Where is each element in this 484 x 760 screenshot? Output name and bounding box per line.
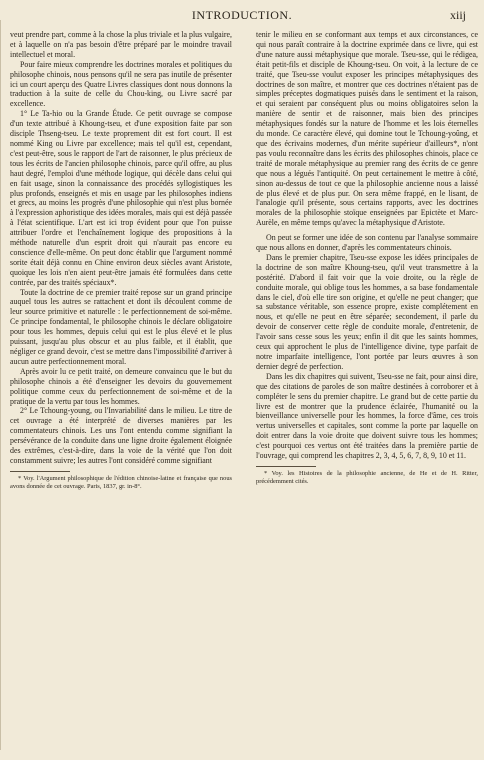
paragraph: Pour faire mieux comprendre les doctrines morales et politiques du philosophe chinois, nous pensons qu'il ne sera pas inutile de présenter ici un court aperçu des Quatre Livres classiques dont nous donnons la traduction à la suite de celle du Chou-king, ou Livre sacré par excellence. — [10, 59, 232, 109]
left-column — [10, 30, 232, 490]
page-header — [0, 8, 484, 24]
footnote-divider — [256, 466, 316, 467]
running-head: INTRODUCTION. — [191, 8, 293, 22]
page-edge — [0, 20, 5, 750]
paragraph: Dans les dix chapitres qui suivent, Tseu-sse ne fait, pour ainsi dire, que des citations de paroles de son maître destinées à corroborer et à compléter le sens du premier chapitre. Le grand but de cette partie du livre est de montrer que la prudence éclairée, l'humanité ou la bienveillance universelle pour les hommes, la force d'âme, ces trois vertus universelles et capitales, sont comme la porte par laquelle on doit entrer dans la voie droite que doivent suivre tous les hommes; c'est pourquoi ces vertus ont été traitées dans la première partie de l'ouvrage, qui comprend les chapitres 2, 3, 4, 5, 6, 7, 8, 9, 10 et 11. — [256, 371, 478, 461]
page-number: xiij — [449, 8, 466, 22]
paragraph: On peut se former une idée de son contenu par l'analyse sommaire que nous allons en donner, d'après les commentateurs chinois. — [256, 233, 478, 253]
footnote: * Voy. l'Argument philosophique de l'édition chinoise-latine et française que nous avons donnée de cet ouvrage. Paris, 1837, gr. in-8°. — [10, 474, 232, 490]
paragraph: Après avoir lu ce petit traité, on demeure convaincu que le but du philosophe chinois a été d'enseigner les devoirs du gouvernement politique comme ceux du perfectionnement de soi-même et de la pratique de la vertu par tous les hommes. — [10, 366, 232, 406]
footnote-divider — [10, 471, 70, 472]
paragraph: tenir le milieu en se conformant aux temps et aux circonstances, ce qui nous paraît contraire à la doctrine exprimée dans ce livre, qui est d'une nature aussi métaphysique que morale. Tseu-sse, qui le rédigea, était petit-fils et disciple de Khoung-tseu. On voit, à la lecture de ce traité, que Tseu-sse voulut exposer les principes métaphysiques des doctrines de son maître, et montrer que ces doctrines n'étaient pas de simples préceptes dogmatiques puisés dans le sentiment et la raison, et qui seraient par conséquent plus ou moins obligatoires selon la manière de sentir et de raisonner, mais bien des principes métaphysiques fondés sur la nature de l'homme et les lois éternelles du monde. Ce caractère élevé, qui domine tout le Tchoung-yoûng, et que des écrivains modernes, d'un mérite supérieur d'ailleurs*, n'ont pas voulu reconnaître dans les écrits des philosophes chinois, place ce traité de morale métaphysique au premier rang des écrits de ce genre que nous a légués l'antiquité. On peut certainement le mettre à côté, sinon au-dessus de tout ce que la philosophie ancienne nous a laissé de plus élevé et de plus pur. On sera même frappé, en le lisant, de l'analogie qu'il présente, sous certains rapports, avec les doctrines morales de la philosophie stoïque enseignées par Epictète et Marc-Aurèle, en même temps qu'avec la métaphysique d'Aristote. — [256, 30, 478, 228]
paragraph: Dans le premier chapitre, Tseu-sse expose les idées principales de la doctrine de son maître Khoung-tseu, qu'il veut transmettre à la postérité. D'abord il fait voir que la voie droite, ou la règle de conduite morale, qui oblige tous les hommes, a sa base fondamentale dans le ciel, d'où elle tire son origine, et qu'elle ne peut changer; que sa substance véritable, son essence propre, existe complétement en nous, et qu'elle ne peut en être séparée; secondement, il parle du devoir de conserver cette règle de conduite morale, d'entretenir, de l'avoir sans cesse sous les yeux; enfin il dit que les saints hommes, ceux qui approchent le plus de l'intelligence divine, type parfait de notre imparfaite intelligence, l'ont portée par leurs œuvres à son dernier degré de perfection. — [256, 252, 478, 371]
paragraph: 1° Le Ta-hio ou la Grande Étude. Ce petit ouvrage se compose d'un texte attribué à Khoung-tseu, et d'une exposition faite par son disciple Thseng-tseu. Le texte proprement dit est fort court. Il est nommé King ou Livre par excellence; mais tel qu'il est, cependant, c'est peut-être, sous le rapport de l'art de raisonner, le plus précieux de tous les écrits de l'ancien philosophe chinois, parce qu'il offre, au plus haut degré, l'emploi d'une méthode logique, qui décèle dans celui qui en fait usage, sinon la connaissance des procédés syllogistiques les plus profonds, enseignés et mis en usage par les philosophes indiens et grecs, au moins les progrès d'une philosophie qui n'est plus bornée à l'expression aphoristique des idées morales, mais qui est déjà passée à l'état scientifique. L'art est ici trop évident pour que l'on puisse attribuer l'ordre et l'enchaînement logique des propositions à la méthode naturelle d'un esprit droit qui n'aurait pas encore eu conscience d'elle-même. On peut donc établir que l'argument nommé sorite était déjà connu en Chine environ deux siècles avant Aristote, quoique les lois n'en aient peut-être jamais été formulées dans cette contrée, par des traités spéciaux*. — [10, 109, 232, 287]
footnote: * Voy. les Histoires de la philosophie ancienne, de He et de H. Ritter, précédemment cités. — [256, 469, 478, 485]
paragraph: Toute la doctrine de ce premier traité repose sur un grand principe auquel tous les autres se rattachent et dont ils découlent comme de leur source primitive et naturelle : le perfectionnement de soi-même. Ce principe fondamental, le philosophe chinois le déclare obligatoire pour tous les hommes, depuis celui qui est le plus élevé et le plus puissant, jusqu'au plus obscur et au plus faible, et il établit, que négliger ce grand devoir, c'est se mettre dans l'impossibilité d'arriver à aucun autre perfectionnement moral. — [10, 287, 232, 366]
right-column — [256, 30, 478, 486]
paragraph: veut prendre part, comme à la chose la plus triviale et la plus vulgaire, et à laquelle on n'a pas besoin d'être préparé par le moindre travail intellectuel et moral. — [10, 30, 232, 59]
paragraph: 2° Le Tchoung-young, ou l'Invariabilité dans le milieu. Le titre de cet ouvrage a été interprété de diverses manières par les commentateurs chinois. Les uns l'ont entendu comme signifiant la persévérance de la conduite dans une ligne droite également éloignée des extrêmes, c'est-à-dire, dans la voie de la vérité que l'on doit constamment suivre; les autres l'ont considéré comme signifiant — [10, 406, 232, 465]
